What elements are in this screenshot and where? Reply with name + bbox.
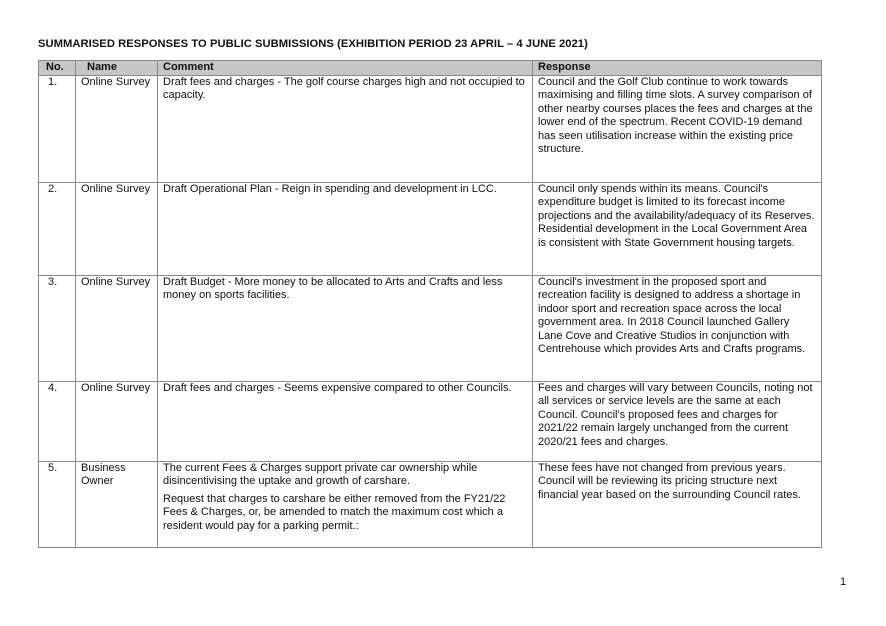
column-header-name: Name [76, 61, 158, 76]
table-row [39, 76, 822, 183]
table-row [39, 276, 822, 382]
table-row [39, 382, 822, 462]
row-response: These fees have not changed from previous years. Council will be reviewing its pricing structure next financial year based on the surrounding Council rates. [533, 462, 822, 548]
comment-paragraph: Draft Budget - More money to be allocated to Arts and Crafts and less money on sports facilities. [163, 276, 503, 302]
row-response: Council only spends within its means. Council's expenditure budget is limited to its forecast income projections and the availability/adequacy of its Reserves. Residential development in the Local Government Area is consistent with State Government housing targets. [533, 183, 822, 276]
submissions-table [38, 60, 822, 548]
comment-paragraph: Request that charges to carshare be either removed from the FY21/22 Fees & Charges, or, be amended to match the maximum cost which a resident would pay for a parking permit.: [163, 492, 506, 532]
comment-paragraph: Draft fees and charges - Seems expensive compared to other Councils. [163, 382, 512, 394]
row-response: Council's investment in the proposed sport and recreation facility is designed to address a shortage in indoor sport and recreation space across the local government area. In 2018 Council launched Gallery Lane Cove and Creative Studios in conjunction with Centrehouse which provides Arts and Crafts programs. [533, 276, 822, 382]
document-title: SUMMARISED RESPONSES TO PUBLIC SUBMISSIONS (EXHIBITION PERIOD 23 APRIL – 4 JUNE 2021) [38, 38, 588, 50]
column-header-no: No. [39, 61, 76, 76]
table-header-row [39, 61, 822, 76]
column-header-response: Response [533, 61, 822, 76]
comment-paragraph: Draft fees and charges - The golf course charges high and not occupied to capacity. [163, 76, 525, 102]
row-number: 4. [39, 382, 76, 462]
table-row [39, 462, 822, 548]
comment-paragraph: Draft Operational Plan - Reign in spending and development in LCC. [163, 183, 497, 195]
row-comment [158, 183, 533, 276]
row-comment [158, 76, 533, 183]
comment-paragraph: The current Fees & Charges support private car ownership while disincentivising the uptake and growth of carshare. [163, 462, 478, 488]
table-row [39, 183, 822, 276]
row-number: 2. [39, 183, 76, 276]
column-header-comment: Comment [158, 61, 533, 76]
row-number: 3. [39, 276, 76, 382]
row-name: Online Survey [76, 382, 158, 462]
page-number: 1 [840, 576, 847, 588]
row-comment [158, 382, 533, 462]
row-name: Online Survey [76, 276, 158, 382]
row-response: Council and the Golf Club continue to work towards maximising and filling time slots. A survey comparison of other nearby courses places the fees and charges at the lower end of the spectrum. Recent COVID-19 demand has seen utilisation increase within the existing price structure. [533, 76, 822, 183]
row-number: 5. [39, 462, 76, 548]
row-response: Fees and charges will vary between Councils, noting not all services or service levels are the same at each Council. Council's proposed fees and charges for 2021/22 remain largely unchanged from the current 2020/21 fees and charges. [533, 382, 822, 462]
row-comment [158, 462, 533, 548]
row-name: Online Survey [76, 183, 158, 276]
row-name: Online Survey [76, 76, 158, 183]
row-name: Business Owner [76, 462, 158, 548]
row-comment [158, 276, 533, 382]
row-number: 1. [39, 76, 76, 183]
